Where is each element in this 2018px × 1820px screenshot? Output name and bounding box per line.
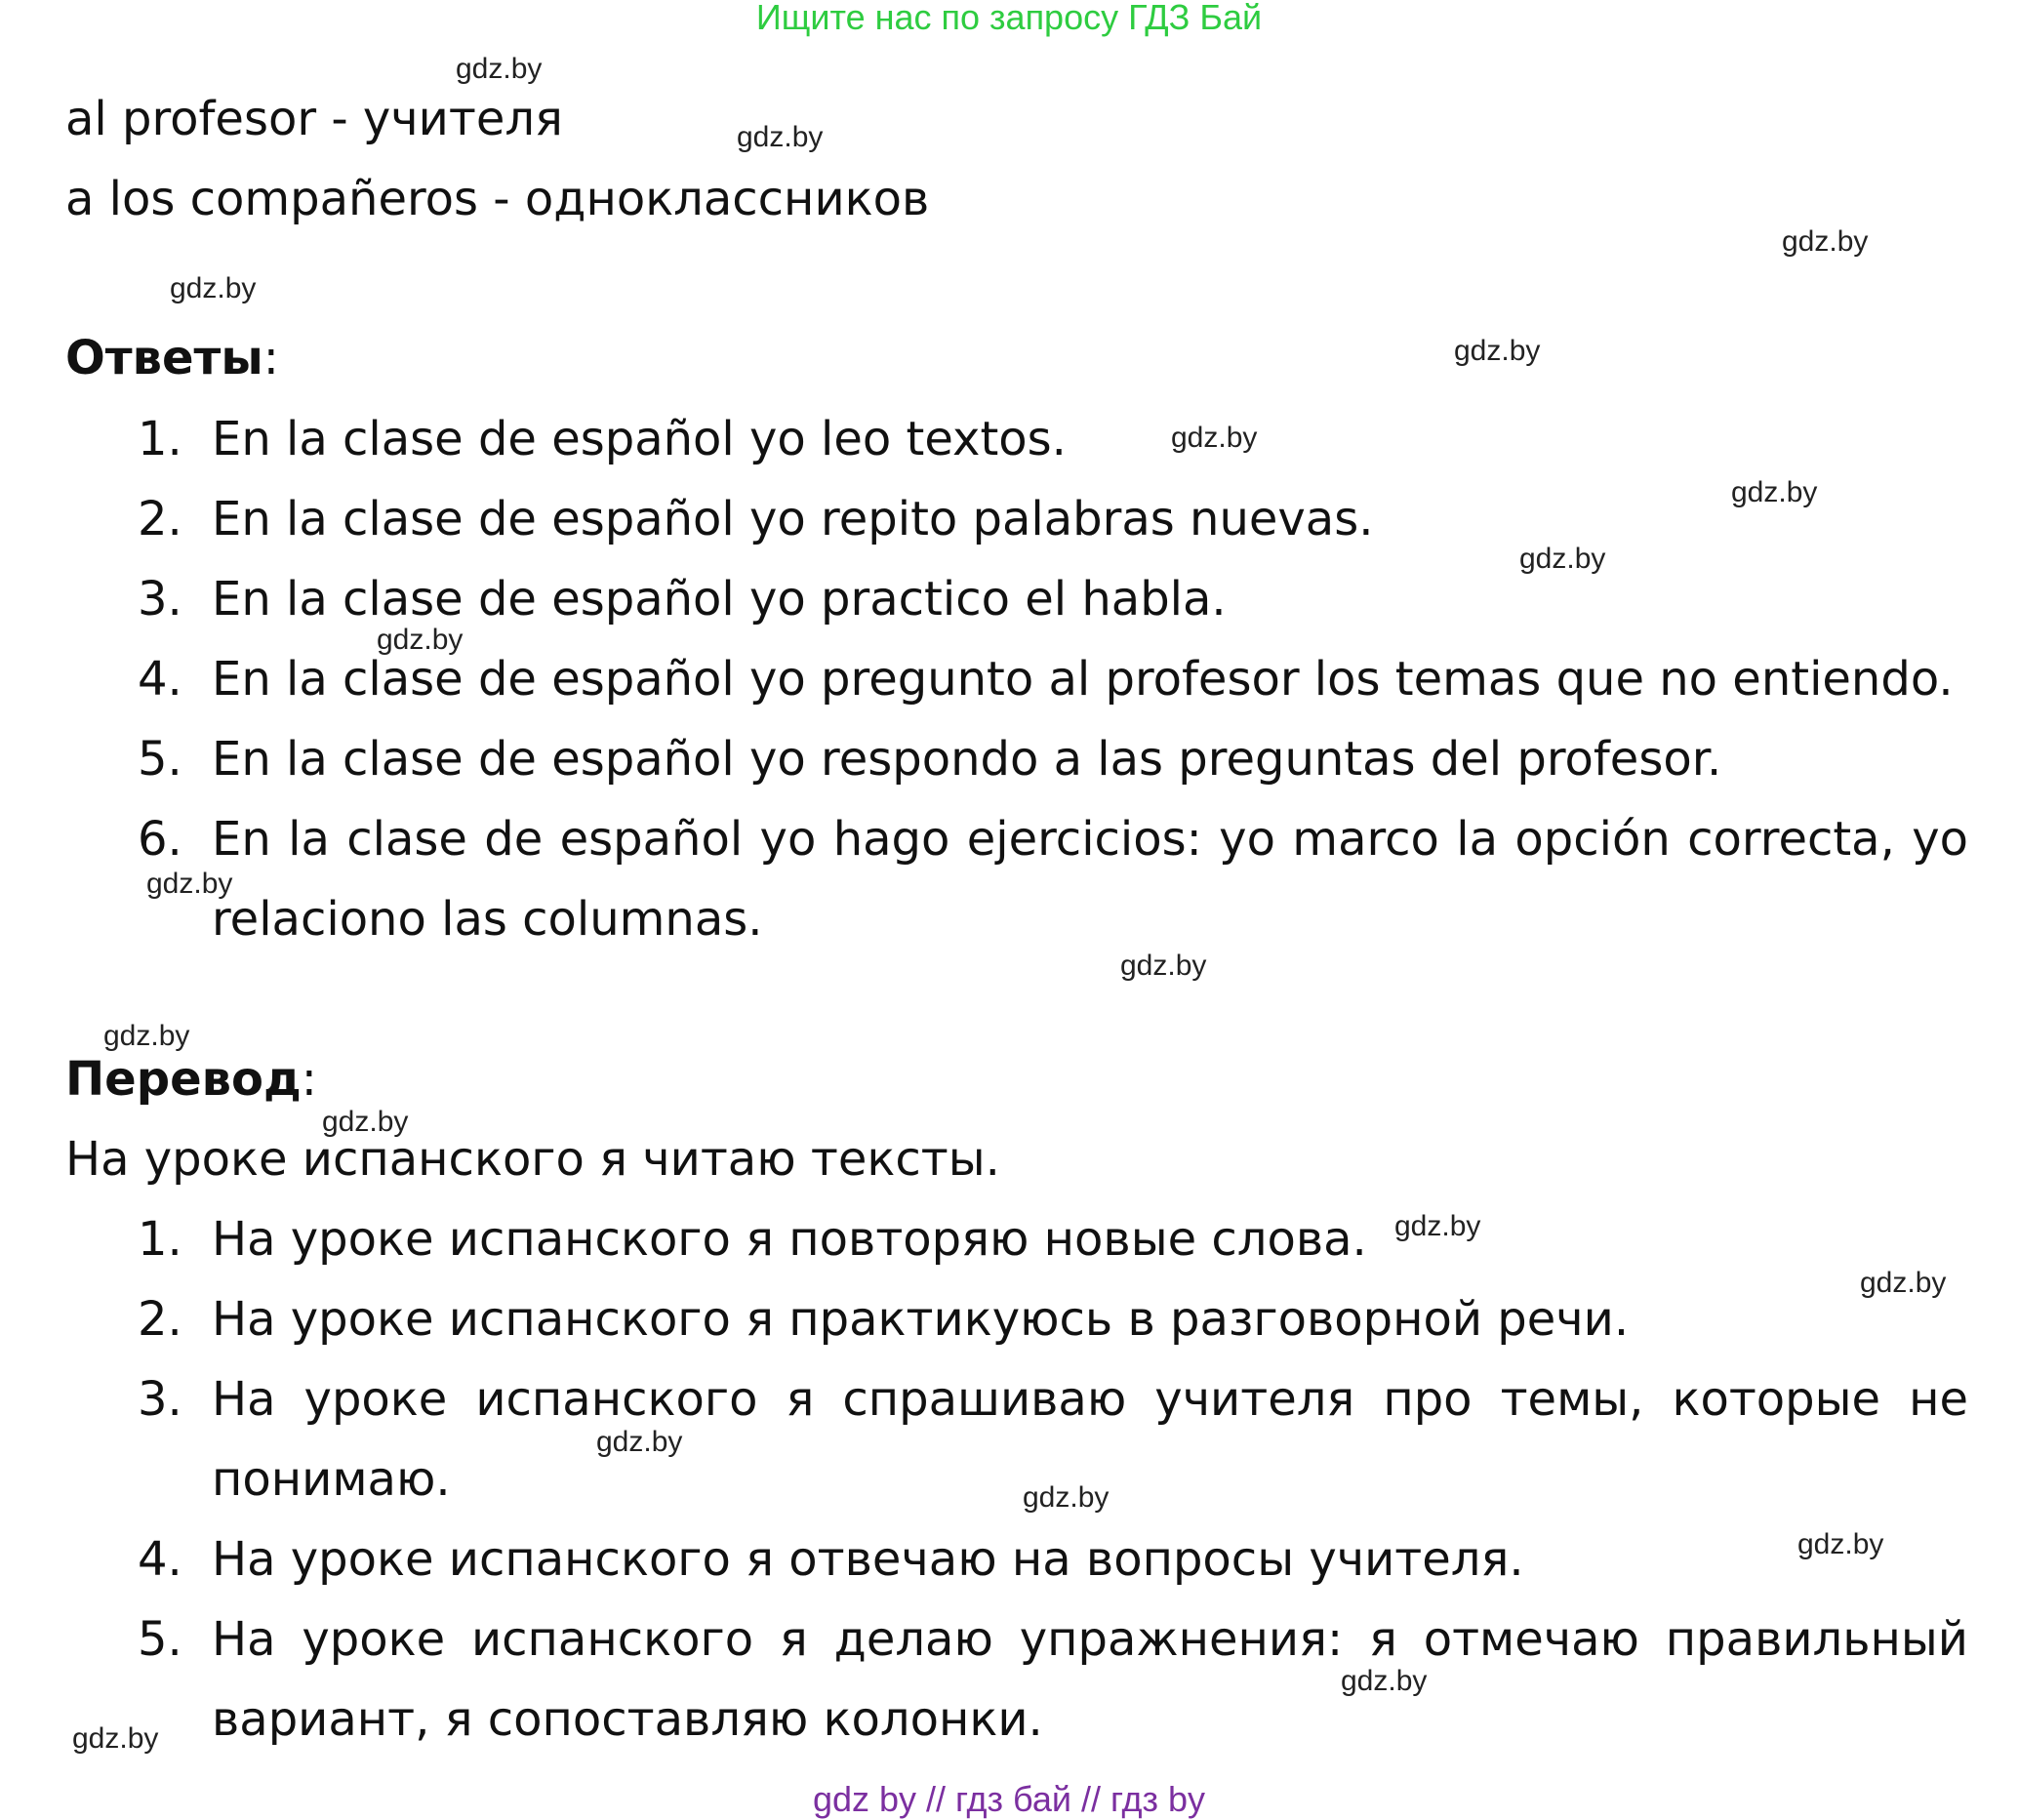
- watermark: gdz.by: [1023, 1481, 1110, 1514]
- answers-heading-colon: :: [262, 331, 279, 385]
- watermark: gdz.by: [322, 1106, 409, 1138]
- answer-item-1: En la clase de español yo leo textos.: [212, 412, 1067, 466]
- translation-item-5-line-2: вариант, я сопоставляю колонки.: [212, 1692, 1043, 1747]
- watermark: gdz.by: [456, 53, 543, 85]
- answer-item-3: En la clase de español yo practico el habla.: [212, 572, 1227, 627]
- watermark: gdz.by: [1797, 1528, 1884, 1560]
- answers-heading-text: Ответы: [65, 331, 263, 385]
- translation-heading: [65, 1052, 317, 1107]
- translation-heading-text: Перевод: [65, 1052, 302, 1107]
- answers-heading: [65, 331, 279, 385]
- answer-number: 4.: [138, 652, 182, 707]
- answer-number: 3.: [138, 572, 182, 627]
- translation-item-3-line-2: понимаю.: [212, 1452, 451, 1507]
- watermark: gdz.by: [1120, 950, 1207, 982]
- watermark: gdz.by: [1519, 543, 1606, 575]
- watermark: gdz.by: [1454, 335, 1541, 367]
- watermark: gdz.by: [103, 1020, 190, 1052]
- translation-number: 1.: [138, 1212, 182, 1267]
- translation-item-3-line-1: На уроке испанского я спрашиваю учителя про темы, которые не: [212, 1372, 1968, 1427]
- translation-item-5-line-1: На уроке испанского я делаю упражнения: я отмечаю правильный: [212, 1612, 1968, 1667]
- answer-item-4: En la clase de español yo pregunto al profesor los temas que no entiendo.: [212, 652, 1954, 707]
- answer-item-6-line-1: En la clase de español yo hago ejercicios: yo marco la opción correcta, yo: [212, 812, 1968, 867]
- answer-number: 6.: [138, 812, 182, 867]
- translation-item-4: На уроке испанского я отвечаю на вопросы учителя.: [212, 1532, 1524, 1587]
- watermark: gdz.by: [1782, 225, 1869, 258]
- translation-number: 2.: [138, 1292, 182, 1347]
- answer-item-5: En la clase de español yo respondo a las preguntas del profesor.: [212, 732, 1722, 787]
- top-banner: Ищите нас по запросу ГДЗ Бай: [755, 0, 1263, 37]
- translation-number: 4.: [138, 1532, 182, 1587]
- watermark: gdz.by: [1394, 1210, 1481, 1242]
- watermark: gdz.by: [1171, 422, 1258, 454]
- answer-item-2: En la clase de español yo repito palabras nuevas.: [212, 492, 1374, 546]
- translation-item-1: На уроке испанского я повторяю новые слова.: [212, 1212, 1367, 1267]
- footer-links: gdz by // гдз бай // гдз by: [812, 1779, 1206, 1819]
- answer-number: 1.: [138, 412, 182, 466]
- watermark: gdz.by: [596, 1426, 683, 1458]
- translation-number: 5.: [138, 1612, 182, 1667]
- watermark: gdz.by: [737, 121, 824, 153]
- answer-number: 5.: [138, 732, 182, 787]
- translation-heading-colon: :: [301, 1052, 317, 1107]
- translation-intro: На уроке испанского я читаю тексты.: [65, 1132, 1000, 1187]
- vocab-line-2: a los compañeros - одноклассников: [65, 172, 930, 226]
- translation-item-2: На уроке испанского я практикуюсь в разговорной речи.: [212, 1292, 1630, 1347]
- translation-number: 3.: [138, 1372, 182, 1427]
- watermark: gdz.by: [72, 1722, 159, 1755]
- watermark: gdz.by: [377, 624, 464, 656]
- watermark: gdz.by: [1341, 1665, 1428, 1697]
- vocab-line-1: al profesor - учителя: [65, 92, 563, 146]
- watermark: gdz.by: [1731, 476, 1818, 508]
- watermark: gdz.by: [170, 272, 257, 304]
- watermark: gdz.by: [146, 868, 233, 900]
- answer-number: 2.: [138, 492, 182, 546]
- answer-item-6-line-2: relaciono las columnas.: [212, 892, 763, 947]
- watermark: gdz.by: [1860, 1267, 1947, 1299]
